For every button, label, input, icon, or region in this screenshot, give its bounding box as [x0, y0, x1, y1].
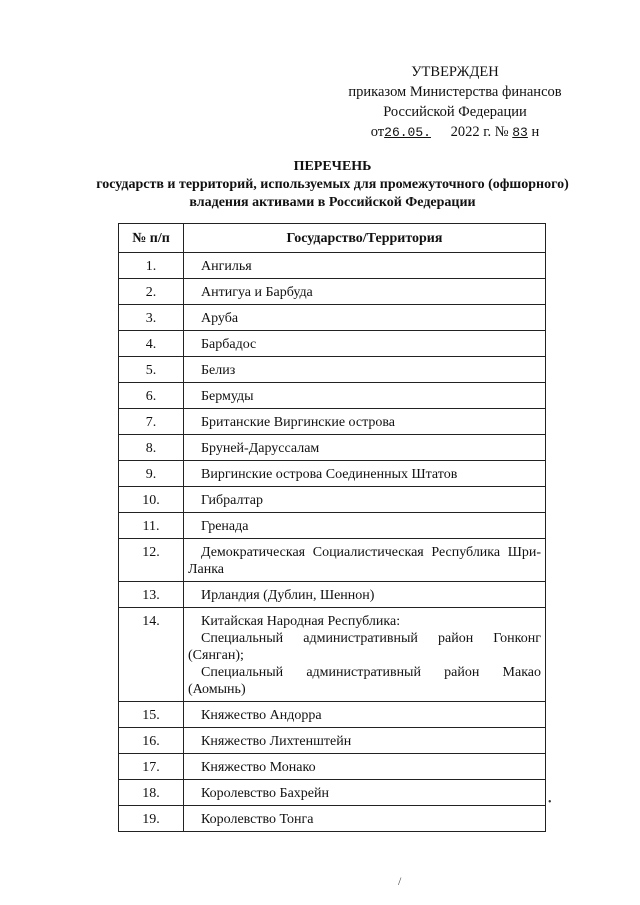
row-number: 2.: [119, 279, 184, 305]
row-territory: [184, 608, 546, 702]
pen-mark: /: [398, 874, 402, 888]
territory-text: Гренада: [201, 519, 249, 534]
date-prefix: от: [370, 124, 385, 140]
table-row: [119, 305, 546, 331]
row-territory: [184, 305, 546, 331]
table-row: [119, 806, 546, 832]
table-row: [119, 582, 546, 608]
row-number: 16.: [119, 728, 184, 754]
territory-text: Британские Виргинские острова: [201, 415, 396, 430]
territory-text: Бермуды: [201, 389, 254, 404]
territory-text: Барбадос: [201, 337, 257, 352]
row-territory: [184, 383, 546, 409]
row-number: 18.: [119, 780, 184, 806]
heading-title: ПЕРЕЧЕНЬ: [293, 159, 372, 174]
row-number: 19.: [119, 806, 184, 832]
row-territory: [184, 754, 546, 780]
row-number: 15.: [119, 702, 184, 728]
territory-text: Королевство Бахрейн: [201, 786, 329, 801]
table-body: [119, 253, 546, 832]
row-territory: [184, 253, 546, 279]
territory-text: Антигуа и Барбуда: [201, 285, 313, 300]
row-number: 7.: [119, 409, 184, 435]
order-number: 83: [512, 125, 528, 140]
row-territory: [184, 357, 546, 383]
table-row: [119, 728, 546, 754]
territory-text: Китайская Народная Республика:: [201, 614, 401, 629]
row-number: 12.: [119, 539, 184, 582]
row-number: 6.: [119, 383, 184, 409]
heading-line-1: государств и территорий, используемых для промежуточного (офшорного): [96, 177, 569, 192]
row-number: 9.: [119, 461, 184, 487]
row-territory: [184, 461, 546, 487]
row-number: 14.: [119, 608, 184, 702]
approval-line-2: Российской Федерации: [383, 104, 527, 120]
table-row: [119, 702, 546, 728]
row-number: 11.: [119, 513, 184, 539]
territory-text: Аруба: [201, 311, 239, 326]
territory-text: Ирландия (Дублин, Шеннон): [201, 588, 375, 603]
table-row: [119, 780, 546, 806]
row-number: 1.: [119, 253, 184, 279]
row-territory: [184, 780, 546, 806]
approval-title: УТВЕРЖДЕН: [411, 64, 499, 80]
row-territory: [184, 702, 546, 728]
territory-text: Демократическая Социалистическая Республика Шри-Ланка: [188, 545, 541, 577]
territory-text: Гибралтар: [201, 493, 264, 508]
header-number: № п/п: [119, 224, 184, 253]
table-header-row: [119, 224, 546, 253]
territory-text: Белиз: [201, 363, 236, 378]
table-row: [119, 435, 546, 461]
approval-line-1: приказом Министерства финансов: [348, 84, 562, 100]
order-number-suffix: н: [531, 124, 540, 140]
document-heading: [60, 158, 605, 212]
row-territory: [184, 582, 546, 608]
territory-text: Специальный административный район Гонконг (Сянган);: [188, 631, 541, 663]
heading-line-2: владения активами в Российской Федерации: [189, 195, 476, 210]
territory-text: Княжество Андорра: [201, 708, 322, 723]
row-number: 17.: [119, 754, 184, 780]
territory-text: Бруней-Даруссалам: [201, 441, 320, 456]
table-row: [119, 487, 546, 513]
row-number: 5.: [119, 357, 184, 383]
territory-text: Княжество Лихтенштейн: [201, 734, 352, 749]
row-territory: [184, 513, 546, 539]
table-row: [119, 513, 546, 539]
row-territory: [184, 539, 546, 582]
row-territory: [184, 806, 546, 832]
territories-table: [118, 223, 546, 832]
approval-block: [330, 62, 580, 143]
table-row: [119, 253, 546, 279]
territory-text: Виргинские острова Соединенных Штатов: [201, 467, 458, 482]
row-number: 13.: [119, 582, 184, 608]
table-row: [119, 279, 546, 305]
row-territory: [184, 409, 546, 435]
order-year: 2022 г. №: [450, 124, 509, 140]
row-territory: [184, 728, 546, 754]
table-row: [119, 539, 546, 582]
margin-mark: •: [548, 797, 552, 808]
date-value: 26.05.: [384, 125, 431, 140]
territory-text: Специальный административный район Макао (Аомынь): [188, 665, 541, 697]
territory-text: Ангилья: [201, 259, 252, 274]
table-row: [119, 754, 546, 780]
table-row: [119, 461, 546, 487]
row-number: 10.: [119, 487, 184, 513]
table-row: [119, 608, 546, 702]
row-number: 4.: [119, 331, 184, 357]
row-territory: [184, 435, 546, 461]
table-row: [119, 357, 546, 383]
approval-date-line: [330, 122, 580, 143]
table-row: [119, 331, 546, 357]
header-territory: Государство/Территория: [184, 224, 546, 253]
territory-text: Княжество Монако: [201, 760, 316, 775]
row-number: 3.: [119, 305, 184, 331]
row-territory: [184, 487, 546, 513]
table-row: [119, 383, 546, 409]
table-row: [119, 409, 546, 435]
row-territory: [184, 279, 546, 305]
row-number: 8.: [119, 435, 184, 461]
row-territory: [184, 331, 546, 357]
territory-text: Королевство Тонга: [201, 812, 314, 827]
